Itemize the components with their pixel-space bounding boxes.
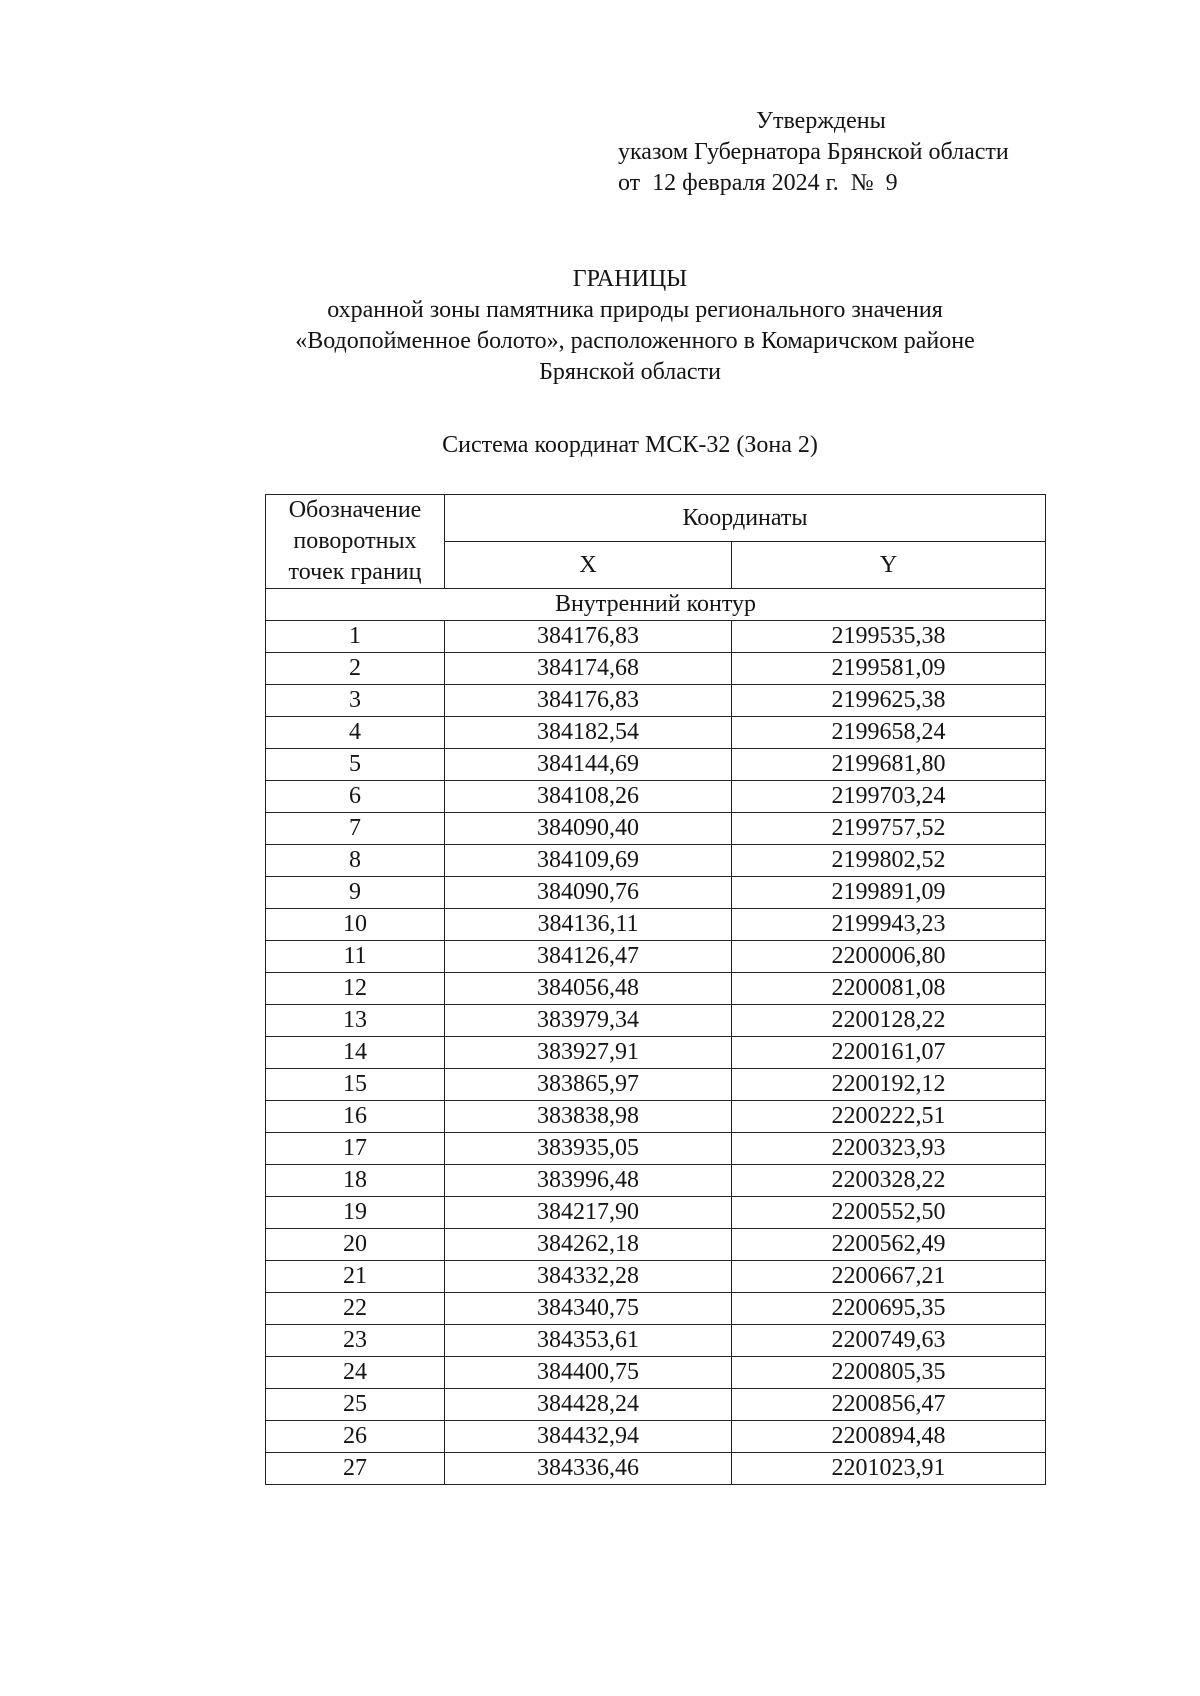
coord-y: 2199943,23 (732, 909, 1046, 941)
coord-y: 2200222,51 (732, 1101, 1046, 1133)
coord-x: 383838,98 (445, 1101, 732, 1133)
coord-x: 384176,83 (445, 621, 732, 653)
coord-x: 383996,48 (445, 1165, 732, 1197)
table-row (266, 1421, 1046, 1453)
point-number: 18 (266, 1165, 445, 1197)
table-row (266, 1165, 1046, 1197)
point-number: 16 (266, 1101, 445, 1133)
coord-y: 2200006,80 (732, 941, 1046, 973)
table-row (266, 1229, 1046, 1261)
coord-y: 2199891,09 (732, 877, 1046, 909)
point-number: 12 (266, 973, 445, 1005)
coord-x: 384136,11 (445, 909, 732, 941)
point-number: 4 (266, 717, 445, 749)
header-y: Y (732, 542, 1046, 589)
table-row (266, 653, 1046, 685)
point-number: 6 (266, 781, 445, 813)
table-row (266, 1325, 1046, 1357)
table-row (266, 621, 1046, 653)
coord-y: 2200552,50 (732, 1197, 1046, 1229)
coord-y: 2200562,49 (732, 1229, 1046, 1261)
coord-y: 2199757,52 (732, 813, 1046, 845)
point-number: 23 (266, 1325, 445, 1357)
coord-y: 2200323,93 (732, 1133, 1046, 1165)
coord-y: 2200856,47 (732, 1389, 1046, 1421)
table-row (266, 1005, 1046, 1037)
coord-y: 2200081,08 (732, 973, 1046, 1005)
coord-x: 384262,18 (445, 1229, 732, 1261)
point-number: 17 (266, 1133, 445, 1165)
table-row (266, 781, 1046, 813)
point-number: 14 (266, 1037, 445, 1069)
point-number: 25 (266, 1389, 445, 1421)
coord-x: 384182,54 (445, 717, 732, 749)
title-line-2: «Водопойменное болото», расположенного в Комаричском районе (295, 328, 975, 354)
coord-y: 2200667,21 (732, 1261, 1046, 1293)
coord-y: 2199681,80 (732, 749, 1046, 781)
point-number: 9 (266, 877, 445, 909)
point-number: 26 (266, 1421, 445, 1453)
coord-y: 2200161,07 (732, 1037, 1046, 1069)
coord-x: 384056,48 (445, 973, 732, 1005)
coord-x: 383935,05 (445, 1133, 732, 1165)
section-inner-contour: Внутренний контур (266, 589, 1046, 621)
table-row (266, 1293, 1046, 1325)
header-coordinates: Координаты (445, 495, 1046, 542)
coord-y: 2199625,38 (732, 685, 1046, 717)
table-row (266, 845, 1046, 877)
coord-x: 384432,94 (445, 1421, 732, 1453)
point-number: 7 (266, 813, 445, 845)
title-line-3: Брянской области (539, 359, 721, 385)
coord-x: 384400,75 (445, 1357, 732, 1389)
header-point-designation: Обозначение поворотных точек границ (266, 495, 445, 589)
point-number: 21 (266, 1261, 445, 1293)
point-number: 11 (266, 941, 445, 973)
coord-y: 2199658,24 (732, 717, 1046, 749)
table-body (266, 589, 1046, 1485)
coord-x: 384176,83 (445, 685, 732, 717)
table-row (266, 1101, 1046, 1133)
coord-x: 384353,61 (445, 1325, 732, 1357)
coordinate-system: Система координат МСК-32 (Зона 2) (442, 432, 818, 458)
point-number: 24 (266, 1357, 445, 1389)
title-heading: ГРАНИЦЫ (572, 266, 688, 292)
point-number: 22 (266, 1293, 445, 1325)
point-number: 15 (266, 1069, 445, 1101)
coord-y: 2200128,22 (732, 1005, 1046, 1037)
coord-x: 384090,40 (445, 813, 732, 845)
table-row (266, 941, 1046, 973)
point-number: 27 (266, 1453, 445, 1485)
table-row (266, 909, 1046, 941)
coord-x: 384109,69 (445, 845, 732, 877)
table-row (266, 1453, 1046, 1485)
table-row (266, 1357, 1046, 1389)
coord-y: 2199535,38 (732, 621, 1046, 653)
point-number: 3 (266, 685, 445, 717)
point-number: 10 (266, 909, 445, 941)
table-row (266, 973, 1046, 1005)
table-row (266, 685, 1046, 717)
point-number: 2 (266, 653, 445, 685)
coord-x: 384090,76 (445, 877, 732, 909)
approval-stamp (618, 106, 1009, 199)
point-number: 1 (266, 621, 445, 653)
table-row (266, 717, 1046, 749)
table-row (266, 1133, 1046, 1165)
table-row (266, 1261, 1046, 1293)
coord-x: 384217,90 (445, 1197, 732, 1229)
coord-x: 383865,97 (445, 1069, 732, 1101)
table-row (266, 1069, 1046, 1101)
coord-x: 384144,69 (445, 749, 732, 781)
coord-x: 383927,91 (445, 1037, 732, 1069)
approval-line-decree: указом Губернатора Брянской области (618, 139, 1009, 165)
approval-line-date: от 12 февраля 2024 г. № 9 (618, 170, 898, 196)
coord-x: 384174,68 (445, 653, 732, 685)
coord-x: 384108,26 (445, 781, 732, 813)
coord-y: 2199703,24 (732, 781, 1046, 813)
point-number: 8 (266, 845, 445, 877)
coord-y: 2201023,91 (732, 1453, 1046, 1485)
coord-y: 2200894,48 (732, 1421, 1046, 1453)
coord-x: 384332,28 (445, 1261, 732, 1293)
header-x: X (445, 542, 732, 589)
point-number: 5 (266, 749, 445, 781)
coord-y: 2200749,63 (732, 1325, 1046, 1357)
document-title (0, 264, 1200, 388)
coord-y: 2200192,12 (732, 1069, 1046, 1101)
table-row (266, 813, 1046, 845)
coord-y: 2199581,09 (732, 653, 1046, 685)
point-number: 19 (266, 1197, 445, 1229)
table-row (266, 1389, 1046, 1421)
coord-x: 384340,75 (445, 1293, 732, 1325)
table-row (266, 1037, 1046, 1069)
coord-x: 384428,24 (445, 1389, 732, 1421)
coord-x: 383979,34 (445, 1005, 732, 1037)
table-row (266, 749, 1046, 781)
coord-x: 384126,47 (445, 941, 732, 973)
coordinates-table (265, 494, 1046, 1485)
coord-x: 384336,46 (445, 1453, 732, 1485)
table-row (266, 1197, 1046, 1229)
point-number: 20 (266, 1229, 445, 1261)
coord-y: 2200805,35 (732, 1357, 1046, 1389)
coord-y: 2199802,52 (732, 845, 1046, 877)
table-row (266, 877, 1046, 909)
title-line-1: охранной зоны памятника природы регионального значения (327, 297, 943, 323)
point-number: 13 (266, 1005, 445, 1037)
approval-line-approved: Утверждены (756, 108, 886, 134)
coord-y: 2200695,35 (732, 1293, 1046, 1325)
coord-y: 2200328,22 (732, 1165, 1046, 1197)
